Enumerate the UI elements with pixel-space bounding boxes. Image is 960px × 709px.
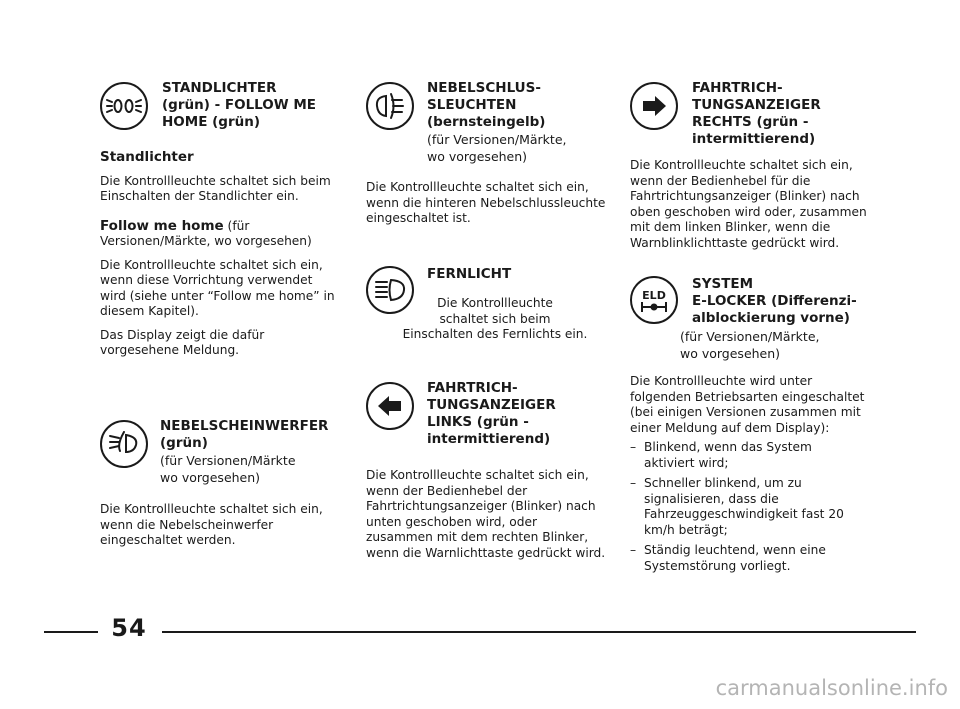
e-locker-list xyxy=(630,440,865,574)
watermark: carmanualsonline.info xyxy=(715,676,948,700)
standlicht-heading: STANDLICHTER (grün) - FOLLOW ME HOME (grün) xyxy=(162,80,317,130)
list-item: – Blinkend, wenn das System aktiviert wird; xyxy=(630,440,865,471)
blinker-links-icon xyxy=(366,382,414,430)
blinker-links-text: Die Kontrollleuchte schaltet sich ein, wenn der Bedienhebel der Fahrtrichtungsanzeiger (Blinker) nach unten geschoben wird, oder zusammen mit dem rechten Blinker, wenn die Warnlichttaste gedrückt wird. xyxy=(366,468,606,560)
nebelscheinwerfer-heading: NEBELSCHEINWERFER (grün) (für Versionen/Märkte wo vorgesehen) xyxy=(160,418,329,485)
nebelschlussleuchte-text: Die Kontrollleuchte schaltet sich ein, wenn die hinteren Nebelschlussleuchte eingeschaltet ist. xyxy=(366,180,606,225)
list-item: – Schneller blinkend, um zu signalisieren, dass die Fahrzeuggeschwindigkeit fast 20 km/h beträgt; xyxy=(630,476,865,538)
standlicht-subtitle: Standlichter xyxy=(100,149,194,165)
nebelscheinwerfer-icon xyxy=(100,420,148,468)
footer-rule-right xyxy=(162,631,916,633)
nebelschlussleuchte-heading: NEBELSCHLUS- SLEUCHTEN (bernsteingelb) (für Versionen/Märkte, wo vorgesehen) xyxy=(427,80,567,164)
e-locker-subheading: (für Versionen/Märkte, wo vorgesehen) xyxy=(680,329,820,361)
nebelscheinwerfer-text: Die Kontrollleuchte schaltet sich ein, wenn die Nebelscheinwerfer eingeschaltet werden. xyxy=(100,502,323,547)
e-locker-body xyxy=(630,374,865,579)
blinker-rechts-text: Die Kontrollleuchte schaltet sich ein, wenn der Bedienhebel für die Fahrtrichtungsanzeiger (Blinker) nach oben geschoben wird oder, zusammen mit dem linken Blinker, wenn die Warnblinklichttaste gedrückt wird. xyxy=(630,158,867,250)
blinker-rechts-heading: FAHRTRICH- TUNGSANZEIGER RECHTS (grün - intermittierend) xyxy=(692,80,821,147)
e-locker-text: Die Kontrollleuchte wird unter folgenden Betriebsarten eingeschaltet (bei einigen Versionen zusammen mit einer Meldung auf dem Display): xyxy=(630,374,865,435)
standlicht-body xyxy=(100,150,340,367)
standlicht-icon xyxy=(100,82,148,130)
nebelschlussleuchte-icon xyxy=(366,82,414,130)
display-text: Das Display zeigt die dafür vorgesehene Meldung. xyxy=(100,327,265,357)
e-locker-heading: SYSTEM E-LOCKER (Differenzi- alblockierung vorne) xyxy=(692,276,857,326)
follow-me-home-title: Follow me home (für Versionen/Märkte, wo vorgesehen) xyxy=(100,217,312,248)
follow-me-home-text: Die Kontrollleuchte schaltet sich ein, wenn diese Vorrichtung verwendet wird (siehe unter “Follow me home” in diesem Kapitel). xyxy=(100,257,335,318)
e-locker-icon xyxy=(630,276,678,324)
standlicht-text: Die Kontrollleuchte schaltet sich beim Einschalten der Standlichter ein. xyxy=(100,173,331,203)
fernlicht-heading: FERNLICHT xyxy=(427,266,512,282)
e-locker-icon-label: ELD xyxy=(642,288,666,302)
fernlicht-text: Die Kontrollleuchte schaltet sich beim Einschalten des Fernlichts ein. xyxy=(402,296,588,341)
blinker-links-heading: FAHRTRICH- TUNGSANZEIGER LINKS (grün - intermittierend) xyxy=(427,380,556,447)
list-item: – Ständig leuchtend, wenn eine Systemstörung vorliegt. xyxy=(630,543,865,574)
footer-rule-left xyxy=(44,631,98,633)
page-number: 54 xyxy=(111,614,147,642)
blinker-rechts-icon xyxy=(630,82,678,130)
